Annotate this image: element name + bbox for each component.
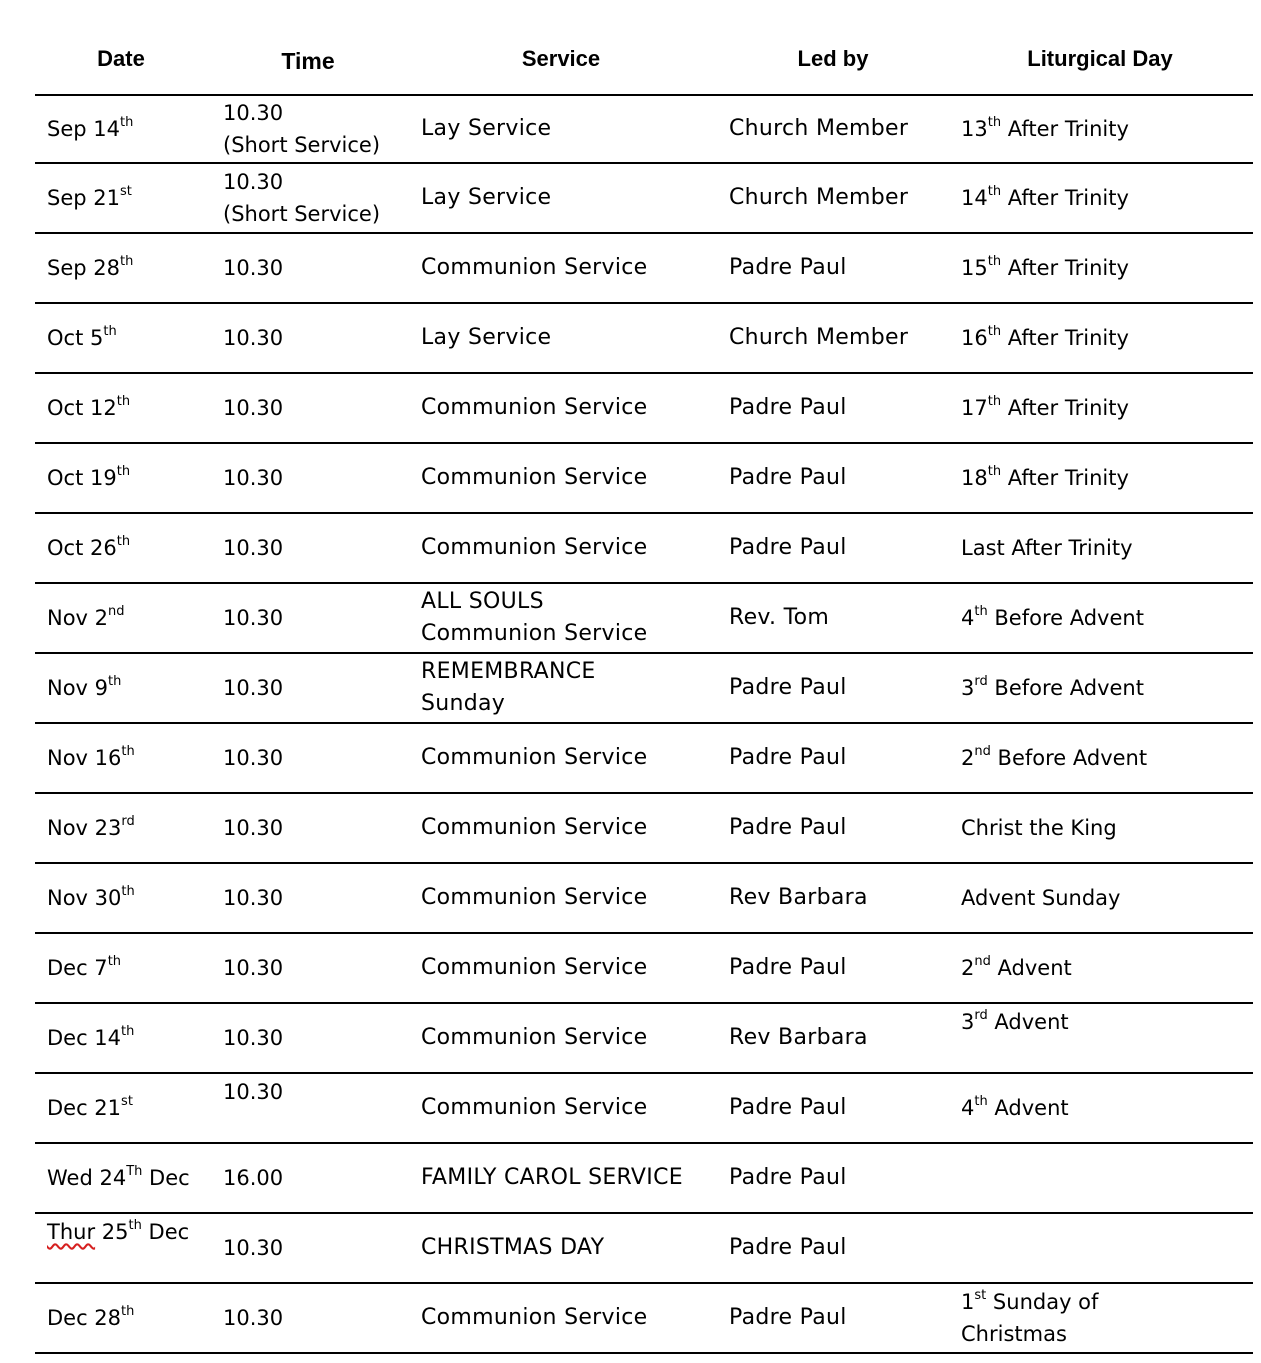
header-service: Service xyxy=(521,46,601,71)
led-by-cell xyxy=(729,304,959,372)
date-text: 25 xyxy=(95,1220,129,1244)
led-by-cell xyxy=(729,1284,959,1352)
liturgical-day-number: 17 xyxy=(961,396,988,420)
date-cell xyxy=(47,96,222,162)
liturgical-day-line xyxy=(961,1006,1253,1038)
service-text: Communion Service xyxy=(421,1025,648,1050)
date-ordinal-suffix: rd xyxy=(121,814,135,829)
date-ordinal-suffix: nd xyxy=(108,604,125,619)
liturgical-day-number: 13 xyxy=(961,117,988,141)
date-cell xyxy=(47,1074,222,1142)
liturgical-day-cell xyxy=(961,1144,1253,1212)
service-schedule-table xyxy=(35,28,1253,1354)
service-text: Communion Service xyxy=(421,465,648,490)
date-ordinal-suffix: Th xyxy=(126,1164,143,1179)
liturgical-day-line xyxy=(961,672,1253,704)
date-ordinal-suffix: th xyxy=(121,1024,135,1039)
led-by-text: Padre Paul xyxy=(729,1305,847,1330)
liturgical-day-line xyxy=(961,812,1253,844)
time-cell xyxy=(223,164,418,232)
led-by-text: Padre Paul xyxy=(729,1235,847,1260)
time-cell xyxy=(223,724,418,792)
service-text: Lay Service xyxy=(421,116,552,141)
liturgical-day-line xyxy=(961,742,1253,774)
service-text: REMEMBRANCE xyxy=(421,659,596,684)
liturgical-day-cell xyxy=(961,724,1253,792)
time-cell xyxy=(223,1004,418,1072)
time-text: 10.30 xyxy=(223,1236,284,1260)
date-text: Oct 12 xyxy=(47,396,117,420)
date-cell xyxy=(47,1144,222,1212)
table-row xyxy=(35,164,1253,234)
time-text: 10.30 xyxy=(223,466,284,490)
time-cell xyxy=(223,444,418,512)
date-ordinal-suffix: th xyxy=(119,254,134,269)
liturgical-day-cell xyxy=(961,304,1253,372)
date-weekday: Thur xyxy=(47,1220,96,1244)
service-text: Communion Service xyxy=(421,745,648,770)
led-by-text: Padre Paul xyxy=(729,955,847,980)
liturgical-day-ordinal-suffix: th xyxy=(974,1094,988,1109)
time-note: (Short Service) xyxy=(223,133,381,157)
service-text: CHRISTMAS DAY xyxy=(421,1235,605,1260)
service-cell xyxy=(421,724,726,792)
liturgical-day-number: 15 xyxy=(961,256,988,280)
service-cell xyxy=(421,164,726,232)
time-text: 10.30 xyxy=(223,1306,284,1330)
date-cell xyxy=(47,374,222,442)
time-cell xyxy=(223,96,418,162)
liturgical-day-text: After Trinity xyxy=(1001,186,1129,210)
led-by-cell xyxy=(729,794,959,862)
table-row xyxy=(35,234,1253,304)
table-row xyxy=(35,374,1253,444)
liturgical-day-cell xyxy=(961,164,1253,232)
led-by-text: Padre Paul xyxy=(729,1165,847,1190)
date-line xyxy=(47,1216,222,1248)
service-cell xyxy=(421,794,726,862)
led-by-text: Church Member xyxy=(729,116,909,141)
date-text: Sep 28 xyxy=(47,256,120,280)
date-line xyxy=(47,602,222,634)
liturgical-day-ordinal-suffix: th xyxy=(987,184,1002,199)
led-by-cell xyxy=(729,1144,959,1212)
liturgical-day-number: 14 xyxy=(961,186,988,210)
liturgical-day-text: Before Advent xyxy=(990,746,1148,770)
liturgical-day-line xyxy=(961,252,1253,284)
liturgical-day-text: After Trinity xyxy=(1001,117,1129,141)
date-line xyxy=(47,1022,222,1054)
table-row xyxy=(35,864,1253,934)
time-cell xyxy=(223,1144,418,1212)
header-time: Time xyxy=(281,48,335,74)
time-text: 10.30 xyxy=(223,746,284,770)
date-text: Nov 30 xyxy=(47,886,122,910)
time-text: 10.30 xyxy=(223,1026,284,1050)
date-cell xyxy=(47,514,222,582)
led-by-cell xyxy=(729,724,959,792)
date-ordinal-suffix: th xyxy=(116,534,131,549)
led-by-text: Rev Barbara xyxy=(729,1025,868,1050)
liturgical-day-number: 3 xyxy=(961,676,975,700)
service-text: ALL SOULS xyxy=(421,589,544,614)
service-cell xyxy=(421,864,726,932)
header-led-by: Led by xyxy=(797,46,869,71)
liturgical-day-ordinal-suffix: rd xyxy=(974,674,988,689)
liturgical-day-number: 1 xyxy=(961,1290,975,1314)
date-ordinal-suffix: th xyxy=(103,324,117,339)
date-line xyxy=(47,1092,222,1124)
liturgical-day-number: 3 xyxy=(961,1010,975,1034)
liturgical-day-text: Sunday of xyxy=(986,1290,1099,1314)
service-cell xyxy=(421,1284,726,1352)
date-line xyxy=(47,392,222,424)
liturgical-day-line xyxy=(961,1092,1253,1124)
date-text: Nov 2 xyxy=(47,606,109,630)
date-text: Oct 19 xyxy=(47,466,117,490)
date-ordinal-suffix: th xyxy=(121,744,135,759)
service-text: Communion Service xyxy=(421,255,648,280)
service-cell xyxy=(421,234,726,302)
liturgical-day-cell xyxy=(961,864,1253,932)
date-line xyxy=(47,113,222,145)
date-text: Nov 9 xyxy=(47,676,109,700)
service-text: Lay Service xyxy=(421,185,552,210)
service-text: Communion Service xyxy=(421,815,648,840)
service-text: Communion Service xyxy=(421,535,648,560)
liturgical-day-number: 18 xyxy=(961,466,988,490)
service-cell xyxy=(421,1144,726,1212)
liturgical-day-ordinal-suffix: th xyxy=(987,254,1002,269)
table-row xyxy=(35,1144,1253,1214)
led-by-cell xyxy=(729,584,959,652)
led-by-text: Padre Paul xyxy=(729,745,847,770)
liturgical-day-ordinal-suffix: st xyxy=(974,1288,987,1303)
time-note: (Short Service) xyxy=(223,202,381,226)
time-cell xyxy=(223,864,418,932)
liturgical-day-line xyxy=(961,113,1253,145)
date-line xyxy=(47,1302,222,1334)
time-text: 10.30 xyxy=(223,396,284,420)
time-text: 10.30 xyxy=(223,816,284,840)
table-row xyxy=(35,444,1253,514)
service-text-line2: Communion Service xyxy=(421,621,648,646)
service-cell xyxy=(421,1004,726,1072)
liturgical-day-number: 2 xyxy=(961,746,975,770)
date-ordinal-suffix: th xyxy=(128,1218,142,1233)
header-row xyxy=(35,28,1253,96)
date-line xyxy=(47,462,222,494)
date-cell xyxy=(47,794,222,862)
liturgical-day-cell xyxy=(961,1074,1253,1142)
time-text: 10.30 xyxy=(223,101,284,125)
date-text: Oct 5 xyxy=(47,326,104,350)
date-text: Sep 21 xyxy=(47,186,120,210)
date-month: Dec xyxy=(141,1220,190,1244)
service-cell xyxy=(421,1074,726,1142)
date-line xyxy=(47,322,222,354)
date-ordinal-suffix: th xyxy=(116,464,131,479)
service-cell xyxy=(421,304,726,372)
liturgical-day-cell xyxy=(961,444,1253,512)
time-cell xyxy=(223,1284,418,1352)
table-row xyxy=(35,1004,1253,1074)
date-month: Dec xyxy=(142,1166,190,1190)
table-row xyxy=(35,1214,1253,1284)
time-cell xyxy=(223,1214,418,1282)
led-by-cell xyxy=(729,444,959,512)
liturgical-day-line xyxy=(961,182,1253,214)
date-cell xyxy=(47,1004,222,1072)
liturgical-day-text: Before Advent xyxy=(987,606,1144,630)
liturgical-day-text: Christ the King xyxy=(961,816,1117,840)
liturgical-day-cell xyxy=(961,1214,1253,1282)
liturgical-day-line xyxy=(961,392,1253,424)
liturgical-day-cell xyxy=(961,96,1253,162)
liturgical-day-ordinal-suffix: nd xyxy=(974,744,991,759)
liturgical-day-line xyxy=(961,602,1253,634)
liturgical-day-text: Last After Trinity xyxy=(961,536,1133,560)
table-row xyxy=(35,724,1253,794)
service-text-line2: Sunday xyxy=(421,691,506,716)
liturgical-day-cell xyxy=(961,1004,1253,1072)
liturgical-day-cell xyxy=(961,514,1253,582)
service-text: Communion Service xyxy=(421,395,648,420)
liturgical-day-cell xyxy=(961,234,1253,302)
date-cell xyxy=(47,164,222,232)
service-cell xyxy=(421,444,726,512)
date-ordinal-suffix: th xyxy=(119,115,134,130)
time-cell xyxy=(223,794,418,862)
led-by-text: Padre Paul xyxy=(729,675,847,700)
table-row xyxy=(35,514,1253,584)
led-by-text: Padre Paul xyxy=(729,465,847,490)
time-cell xyxy=(223,934,418,1002)
date-line xyxy=(47,812,222,844)
time-text: 10.30 xyxy=(223,256,284,280)
service-text: Communion Service xyxy=(421,1305,648,1330)
date-ordinal-suffix: th xyxy=(116,394,131,409)
date-ordinal-suffix: th xyxy=(107,954,122,969)
date-text: Dec 7 xyxy=(47,956,108,980)
service-text: Communion Service xyxy=(421,955,648,980)
date-ordinal-suffix: th xyxy=(121,884,135,899)
liturgical-day-text-line2: Christmas xyxy=(961,1322,1067,1346)
led-by-cell xyxy=(729,654,959,722)
service-text: Communion Service xyxy=(421,885,648,910)
date-cell xyxy=(47,304,222,372)
time-cell xyxy=(223,234,418,302)
time-text: 10.30 xyxy=(223,536,284,560)
led-by-cell xyxy=(729,1004,959,1072)
table-row xyxy=(35,584,1253,654)
date-cell xyxy=(47,1284,222,1352)
service-text: Communion Service xyxy=(421,1095,648,1120)
time-cell xyxy=(223,304,418,372)
date-line xyxy=(47,672,222,704)
service-cell xyxy=(421,934,726,1002)
date-line xyxy=(47,742,222,774)
date-text: Nov 23 xyxy=(47,816,122,840)
time-cell xyxy=(223,584,418,652)
led-by-cell xyxy=(729,374,959,442)
led-by-text: Church Member xyxy=(729,325,909,350)
time-cell xyxy=(223,374,418,442)
time-text: 16.00 xyxy=(223,1166,284,1190)
led-by-text: Padre Paul xyxy=(729,395,847,420)
liturgical-day-line xyxy=(961,462,1253,494)
liturgical-day-line xyxy=(961,1286,1253,1318)
service-cell xyxy=(421,96,726,162)
date-ordinal-suffix: th xyxy=(121,1304,135,1319)
led-by-text: Padre Paul xyxy=(729,535,847,560)
date-text: Sep 14 xyxy=(47,117,120,141)
date-cell xyxy=(47,1214,222,1282)
liturgical-day-ordinal-suffix: rd xyxy=(974,1008,988,1023)
time-text: 10.30 xyxy=(223,886,284,910)
liturgical-day-text: After Trinity xyxy=(1001,326,1129,350)
date-ordinal-suffix: st xyxy=(119,184,132,199)
date-text: Dec 28 xyxy=(47,1306,122,1330)
led-by-cell xyxy=(729,514,959,582)
liturgical-day-cell xyxy=(961,374,1253,442)
liturgical-day-line xyxy=(961,882,1253,914)
date-ordinal-suffix: st xyxy=(121,1094,133,1109)
time-cell xyxy=(223,1074,418,1142)
date-line xyxy=(47,952,222,984)
led-by-text: Padre Paul xyxy=(729,815,847,840)
time-text: 10.30 xyxy=(223,676,284,700)
liturgical-day-number: 16 xyxy=(961,326,988,350)
led-by-text: Padre Paul xyxy=(729,1095,847,1120)
date-line xyxy=(47,182,222,214)
service-cell xyxy=(421,654,726,722)
date-line xyxy=(47,1162,222,1194)
led-by-cell xyxy=(729,934,959,1002)
date-line xyxy=(47,882,222,914)
date-text: Dec 21 xyxy=(47,1096,122,1120)
date-text: Wed 24 xyxy=(47,1166,127,1190)
date-text: Dec 14 xyxy=(47,1026,122,1050)
date-cell xyxy=(47,234,222,302)
table-row xyxy=(35,1074,1253,1144)
time-cell xyxy=(223,654,418,722)
date-line xyxy=(47,252,222,284)
table-row xyxy=(35,934,1253,1004)
time-text: 10.30 xyxy=(223,1080,284,1104)
led-by-text: Rev Barbara xyxy=(729,885,868,910)
time-text: 10.30 xyxy=(223,326,284,350)
liturgical-day-ordinal-suffix: th xyxy=(987,464,1002,479)
liturgical-day-text: Advent xyxy=(987,1096,1069,1120)
liturgical-day-text: Advent xyxy=(987,1010,1069,1034)
liturgical-day-cell xyxy=(961,934,1253,1002)
led-by-text: Padre Paul xyxy=(729,255,847,280)
liturgical-day-text: Advent Sunday xyxy=(961,886,1121,910)
date-cell xyxy=(47,864,222,932)
led-by-cell xyxy=(729,164,959,232)
liturgical-day-line xyxy=(961,532,1253,564)
table-row xyxy=(35,1284,1253,1354)
liturgical-day-number: 4 xyxy=(961,1096,975,1120)
liturgical-day-ordinal-suffix: th xyxy=(987,324,1002,339)
liturgical-day-line xyxy=(961,952,1253,984)
date-ordinal-suffix: th xyxy=(108,674,122,689)
liturgical-day-cell xyxy=(961,1284,1253,1352)
date-cell xyxy=(47,724,222,792)
service-cell xyxy=(421,1214,726,1282)
date-cell xyxy=(47,444,222,512)
liturgical-day-text: After Trinity xyxy=(1001,256,1129,280)
date-cell xyxy=(47,934,222,1002)
liturgical-day-text: After Trinity xyxy=(1001,396,1129,420)
table-row xyxy=(35,304,1253,374)
liturgical-day-text: After Trinity xyxy=(1001,466,1129,490)
led-by-text: Rev. Tom xyxy=(729,605,830,630)
liturgical-day-number: 2 xyxy=(961,956,975,980)
liturgical-day-ordinal-suffix: th xyxy=(974,604,988,619)
date-text: Oct 26 xyxy=(47,536,117,560)
header-liturgical-day: Liturgical Day xyxy=(1027,46,1173,71)
header-date: Date xyxy=(97,46,145,71)
liturgical-day-number: 4 xyxy=(961,606,975,630)
time-text: 10.30 xyxy=(223,170,284,194)
service-cell xyxy=(421,514,726,582)
liturgical-day-text: Before Advent xyxy=(987,676,1144,700)
date-text: Nov 16 xyxy=(47,746,122,770)
service-text: Lay Service xyxy=(421,325,552,350)
table-row xyxy=(35,654,1253,724)
liturgical-day-cell xyxy=(961,794,1253,862)
time-text: 10.30 xyxy=(223,956,284,980)
time-cell xyxy=(223,514,418,582)
liturgical-day-text: Advent xyxy=(990,956,1072,980)
date-cell xyxy=(47,584,222,652)
liturgical-day-ordinal-suffix: th xyxy=(987,394,1002,409)
table-row xyxy=(35,794,1253,864)
liturgical-day-cell xyxy=(961,654,1253,722)
time-text: 10.30 xyxy=(223,606,284,630)
led-by-cell xyxy=(729,234,959,302)
liturgical-day-ordinal-suffix: nd xyxy=(974,954,991,969)
service-text: FAMILY CAROL SERVICE xyxy=(421,1165,683,1190)
led-by-cell xyxy=(729,96,959,162)
liturgical-day-line xyxy=(961,322,1253,354)
service-cell xyxy=(421,584,726,652)
service-cell xyxy=(421,374,726,442)
liturgical-day-ordinal-suffix: th xyxy=(987,115,1002,130)
led-by-cell xyxy=(729,1214,959,1282)
date-cell xyxy=(47,654,222,722)
led-by-cell xyxy=(729,1074,959,1142)
liturgical-day-cell xyxy=(961,584,1253,652)
date-line xyxy=(47,532,222,564)
table-row xyxy=(35,96,1253,164)
led-by-cell xyxy=(729,864,959,932)
led-by-text: Church Member xyxy=(729,185,909,210)
